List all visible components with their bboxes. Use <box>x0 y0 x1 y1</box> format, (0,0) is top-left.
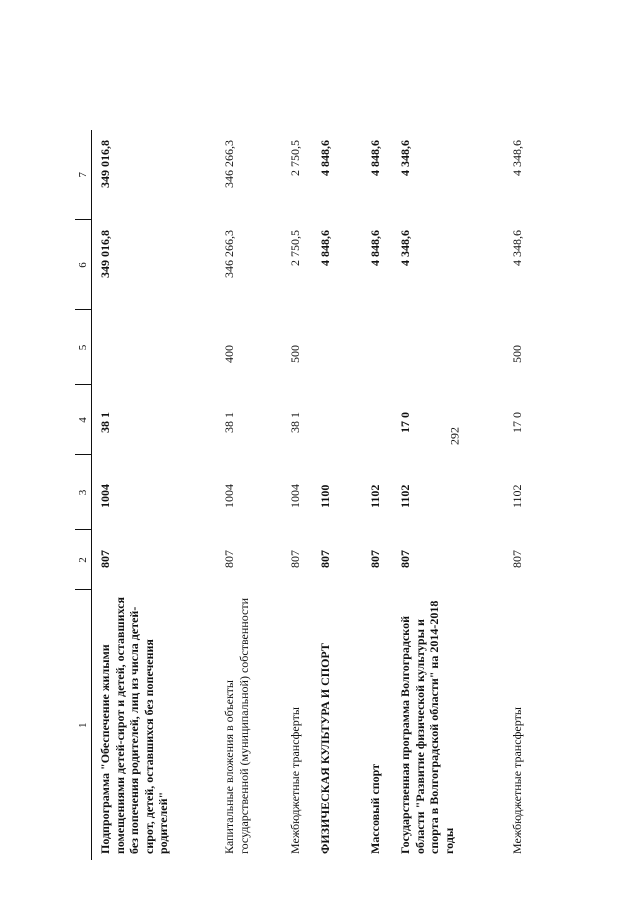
row-name: ФИЗИЧЕСКАЯ КУЛЬТУРА И СПОРТ <box>318 643 332 854</box>
target-article-code: 38 1 <box>98 412 112 433</box>
row-name: Подпрограмма "Обеспечение жилыми помещениями детей-сирот и детей, оставшихся без попечения родителей, лиц из числа детей-сирот, детей, оставшихся без попечения родителей" <box>98 596 170 854</box>
target-article-code: 17 0 <box>510 412 524 433</box>
expense-type-code: 500 <box>510 345 524 363</box>
table-row <box>312 130 362 860</box>
table-row <box>392 130 504 860</box>
header-row <box>75 130 92 860</box>
target-article-code: 38 1 <box>288 412 302 433</box>
amount-col6: 346 266,3 <box>222 230 236 278</box>
expense-type-code <box>362 310 392 385</box>
ministry-code: 807 <box>288 550 302 568</box>
expense-type-code: 400 <box>222 345 236 363</box>
section-code: 1102 <box>368 484 382 508</box>
target-article-code <box>312 385 362 455</box>
section-code: 1004 <box>288 484 302 508</box>
target-article-code: 17 0 <box>398 412 412 433</box>
table-row <box>282 130 312 860</box>
table-row <box>216 130 282 860</box>
table-row <box>92 130 217 860</box>
expense-type-code: 500 <box>288 345 302 363</box>
column-header-6: 6 <box>75 220 92 310</box>
section-code: 1102 <box>510 484 524 508</box>
budget-table <box>75 130 534 860</box>
row-name: Капитальные вложения в объекты государственной (муниципальной) собственности <box>222 597 251 854</box>
column-header-2: 2 <box>75 530 92 590</box>
table-row <box>504 130 534 860</box>
expense-type-code <box>392 310 504 385</box>
amount-col6: 4 848,6 <box>318 230 332 266</box>
section-code: 1004 <box>222 484 236 508</box>
ministry-code: 807 <box>510 550 524 568</box>
amount-col7: 4 848,6 <box>368 140 382 176</box>
expense-type-code <box>312 310 362 385</box>
target-article-code: 38 1 <box>222 412 236 433</box>
amount-col6: 2 750,5 <box>288 230 302 266</box>
amount-col7: 4 348,6 <box>398 140 412 176</box>
ministry-code: 807 <box>98 550 112 568</box>
amount-col6: 4 848,6 <box>368 230 382 266</box>
target-article-code <box>362 385 392 455</box>
section-code: 1100 <box>318 484 332 508</box>
section-code: 1004 <box>98 484 112 508</box>
column-header-4: 4 <box>75 385 92 455</box>
row-name: Государственная программа Волгоградской области "Развитие физической культуры и спорта в Волгоградской области" на 2014-2018 годы <box>398 600 456 854</box>
table-row <box>362 130 392 860</box>
amount-col6: 349 016,8 <box>98 230 112 278</box>
page-number: 292 <box>447 427 462 445</box>
row-name: Межбюджетные трансферты <box>510 707 524 854</box>
column-header-1: 1 <box>75 590 92 860</box>
column-header-7: 7 <box>75 130 92 220</box>
ministry-code: 807 <box>318 550 332 568</box>
column-header-3: 3 <box>75 455 92 530</box>
ministry-code: 807 <box>368 550 382 568</box>
section-code: 1102 <box>398 484 412 508</box>
column-header-5: 5 <box>75 310 92 385</box>
amount-col6: 4 348,6 <box>510 230 524 266</box>
ministry-code: 807 <box>398 550 412 568</box>
amount-col6: 4 348,6 <box>398 230 412 266</box>
amount-col7: 4 848,6 <box>318 140 332 176</box>
row-name: Межбюджетные трансферты <box>288 707 302 854</box>
amount-col7: 2 750,5 <box>288 140 302 176</box>
ministry-code: 807 <box>222 550 236 568</box>
row-name: Массовый спорт <box>368 763 382 854</box>
expense-type-code <box>92 310 217 385</box>
rotated-table-sheet <box>75 130 545 860</box>
amount-col7: 4 348,6 <box>510 140 524 176</box>
amount-col7: 349 016,8 <box>98 140 112 188</box>
amount-col7: 346 266,3 <box>222 140 236 188</box>
